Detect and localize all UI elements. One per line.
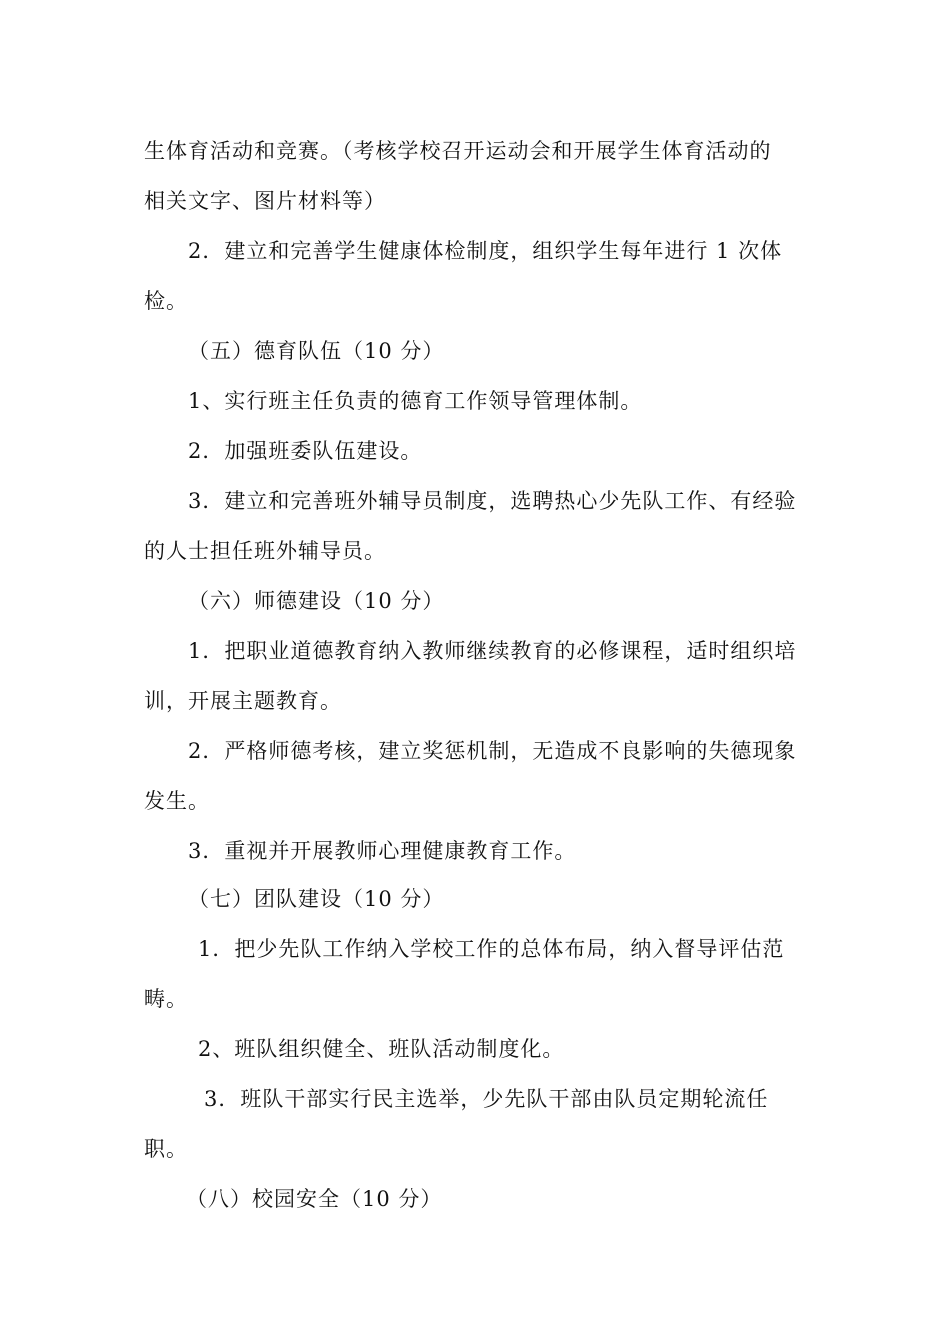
text-line: 2．建立和完善学生健康体检制度，组织学生每年进行 1 次体 (188, 239, 783, 263)
text-line: 检。 (144, 289, 188, 313)
section-heading: （六）师德建设（10 分） (188, 589, 445, 613)
text-line: 1．把职业道德教育纳入教师继续教育的必修课程，适时组织培 (188, 639, 797, 663)
section-heading: （八）校园安全（10 分） (186, 1187, 443, 1211)
text-line: 生体育活动和竞赛。（考核学校召开运动会和开展学生体育活动的 (144, 139, 772, 163)
text-line: 3．重视并开展教师心理健康教育工作。 (188, 839, 577, 863)
text-line: 职。 (144, 1137, 188, 1161)
text-line: 训，开展主题教育。 (144, 689, 342, 713)
text-line: 2．严格师德考核，建立奖惩机制，无造成不良影响的失德现象 (188, 739, 797, 763)
text-line: 发生。 (144, 789, 210, 813)
section-heading: （五）德育队伍（10 分） (188, 339, 445, 363)
section-heading: （七）团队建设（10 分） (188, 887, 445, 911)
text-line: 2、班队组织健全、班队活动制度化。 (198, 1037, 565, 1061)
text-line: 2．加强班委队伍建设。 (188, 439, 423, 463)
text-line: 相关文字、图片材料等） (144, 189, 386, 213)
text-line: 3．建立和完善班外辅导员制度，选聘热心少先队工作、有经验 (188, 489, 797, 513)
text-line: 的人士担任班外辅导员。 (144, 539, 386, 563)
text-line: 1、实行班主任负责的德育工作领导管理体制。 (188, 389, 643, 413)
text-line: 畴。 (144, 987, 188, 1011)
text-line: 3．班队干部实行民主选举，少先队干部由队员定期轮流任 (204, 1087, 769, 1111)
text-line: 1．把少先队工作纳入学校工作的总体布局，纳入督导评估范 (198, 937, 785, 961)
